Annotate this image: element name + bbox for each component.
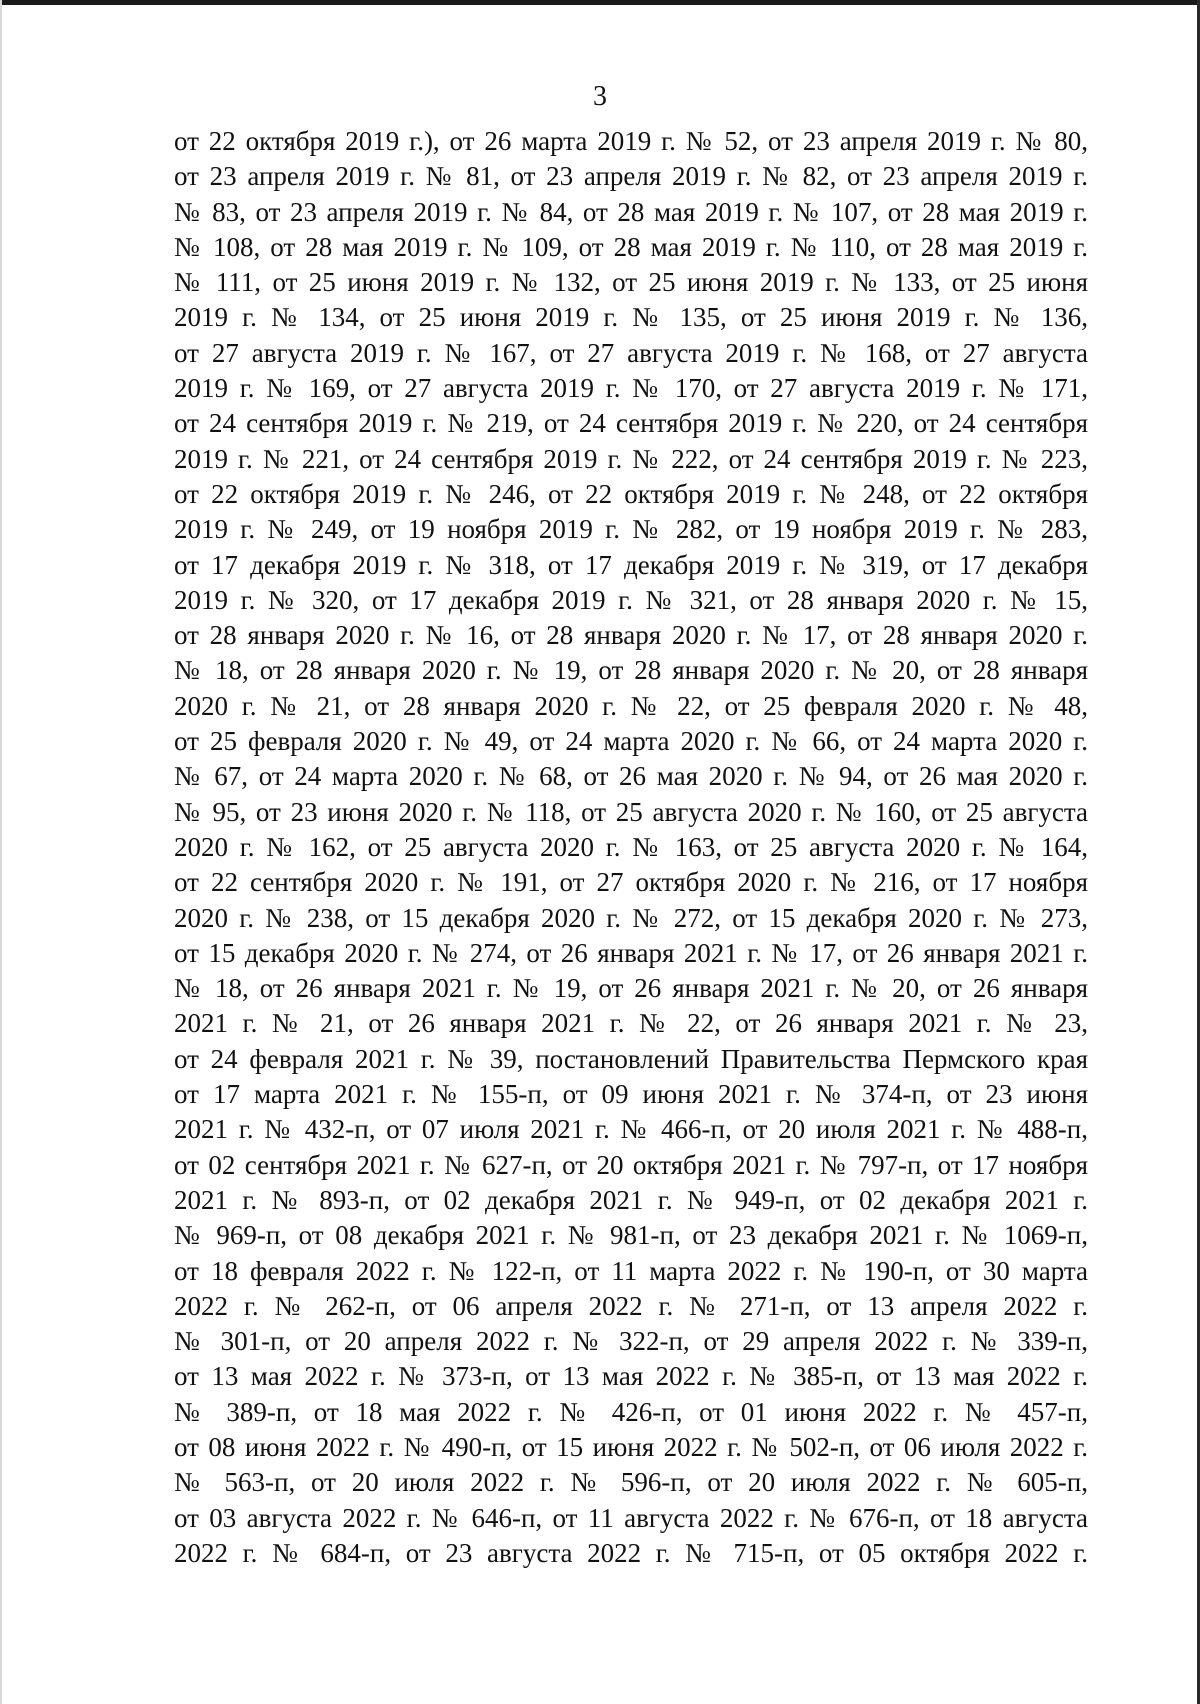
text-line: № 563-п, от 20 июля 2022 г. № 596-п, от 20 июля 2022 г. № 605-п, [174, 1467, 1088, 1498]
text-line: № 95, от 23 июня 2020 г. № 118, от 25 августа 2020 г. № 160, от 25 августа [174, 796, 1088, 827]
text-line: 2019 г. № 221, от 24 сентября 2019 г. № 222, от 24 сентября 2019 г. № 223, [174, 443, 1088, 474]
text-line: от 17 марта 2021 г. № 155-п, от 09 июня 2021 г. № 374-п, от 23 июня [174, 1079, 1088, 1110]
text-line: 2019 г. № 249, от 19 ноября 2019 г. № 282, от 19 ноября 2019 г. № 283, [174, 514, 1088, 545]
text-line: 2022 г. № 684-п, от 23 августа 2022 г. № 715-п, от 05 октября 2022 г. [174, 1537, 1088, 1568]
text-line: 2019 г. № 320, от 17 декабря 2019 г. № 321, от 28 января 2020 г. № 15, [174, 584, 1088, 615]
text-line: 2020 г. № 238, от 15 декабря 2020 г. № 272, от 15 декабря 2020 г. № 273, [174, 902, 1088, 933]
text-line: № 18, от 28 января 2020 г. № 19, от 28 января 2020 г. № 20, от 28 января [174, 655, 1088, 686]
text-line: от 22 октября 2019 г. № 246, от 22 октября 2019 г. № 248, от 22 октября [174, 478, 1088, 509]
text-line: от 24 февраля 2021 г. № 39, постановлений Правительства Пермского края [174, 1043, 1088, 1074]
scan-edge-top [0, 0, 1200, 5]
text-line: от 03 августа 2022 г. № 646-п, от 11 августа 2022 г. № 676-п, от 18 августа [174, 1502, 1088, 1533]
text-line: 2020 г. № 162, от 25 августа 2020 г. № 163, от 25 августа 2020 г. № 164, [174, 831, 1088, 862]
text-line: 2022 г. № 262-п, от 06 апреля 2022 г. № 271-п, от 13 апреля 2022 г. [174, 1290, 1088, 1321]
text-line: от 22 октября 2019 г.), от 26 марта 2019 г. № 52, от 23 апреля 2019 г. № 80, [174, 126, 1088, 156]
text-line: от 27 августа 2019 г. № 167, от 27 августа 2019 г. № 168, от 27 августа [174, 337, 1088, 368]
text-line: от 15 декабря 2020 г. № 274, от 26 января 2021 г. № 17, от 26 января 2021 г. [174, 937, 1088, 968]
text-line: 2020 г. № 21, от 28 января 2020 г. № 22, от 25 февраля 2020 г. № 48, [174, 690, 1088, 721]
text-line: от 22 сентября 2020 г. № 191, от 27 октября 2020 г. № 216, от 17 ноября [174, 867, 1088, 898]
document-body [174, 124, 1088, 1571]
text-line: № 108, от 28 мая 2019 г. № 109, от 28 мая 2019 г. № 110, от 28 мая 2019 г. [174, 231, 1088, 262]
text-line: № 18, от 26 января 2021 г. № 19, от 26 января 2021 г. № 20, от 26 января [174, 973, 1088, 1004]
text-line: № 67, от 24 марта 2020 г. № 68, от 26 мая 2020 г. № 94, от 26 мая 2020 г. [174, 761, 1088, 792]
text-line: № 301-п, от 20 апреля 2022 г. № 322-п, от 29 апреля 2022 г. № 339-п, [174, 1326, 1088, 1357]
text-line: от 18 февраля 2022 г. № 122-п, от 11 марта 2022 г. № 190-п, от 30 марта [174, 1255, 1088, 1286]
text-line: от 24 сентября 2019 г. № 219, от 24 сентября 2019 г. № 220, от 24 сентября [174, 408, 1088, 439]
scan-edge-left [0, 0, 2, 1704]
text-line: № 969-п, от 08 декабря 2021 г. № 981-п, от 23 декабря 2021 г. № 1069-п, [174, 1220, 1088, 1251]
text-line: 2021 г. № 893-п, от 02 декабря 2021 г. № 949-п, от 02 декабря 2021 г. [174, 1184, 1088, 1215]
text-line: 2019 г. № 169, от 27 августа 2019 г. № 170, от 27 августа 2019 г. № 171, [174, 373, 1088, 404]
text-line: от 23 апреля 2019 г. № 81, от 23 апреля 2019 г. № 82, от 23 апреля 2019 г. [174, 161, 1088, 192]
text-line: 2021 г. № 432-п, от 07 июля 2021 г. № 466-п, от 20 июля 2021 г. № 488-п, [174, 1114, 1088, 1145]
text-line: № 111, от 25 июня 2019 г. № 132, от 25 июня 2019 г. № 133, от 25 июня [174, 267, 1088, 298]
text-line: 2019 г. № 134, от 25 июня 2019 г. № 135, от 25 июня 2019 г. № 136, [174, 302, 1088, 333]
text-line: от 13 мая 2022 г. № 373-п, от 13 мая 2022 г. № 385-п, от 13 мая 2022 г. [174, 1361, 1088, 1392]
text-line: 2021 г. № 21, от 26 января 2021 г. № 22, от 26 января 2021 г. № 23, [174, 1008, 1088, 1039]
page-number: 3 [593, 81, 607, 112]
text-line: от 08 июня 2022 г. № 490-п, от 15 июня 2022 г. № 502-п, от 06 июля 2022 г. [174, 1431, 1088, 1462]
text-line: от 25 февраля 2020 г. № 49, от 24 марта 2020 г. № 66, от 24 марта 2020 г. [174, 726, 1088, 757]
text-line: от 17 декабря 2019 г. № 318, от 17 декабря 2019 г. № 319, от 17 декабря [174, 549, 1088, 580]
text-line: № 83, от 23 апреля 2019 г. № 84, от 28 мая 2019 г. № 107, от 28 мая 2019 г. [174, 196, 1088, 227]
text-line: от 02 сентября 2021 г. № 627-п, от 20 октября 2021 г. № 797-п, от 17 ноября [174, 1149, 1088, 1180]
text-line: от 28 января 2020 г. № 16, от 28 января 2020 г. № 17, от 28 января 2020 г. [174, 620, 1088, 651]
text-line: № 389-п, от 18 мая 2022 г. № 426-п, от 01 июня 2022 г. № 457-п, [174, 1396, 1088, 1427]
